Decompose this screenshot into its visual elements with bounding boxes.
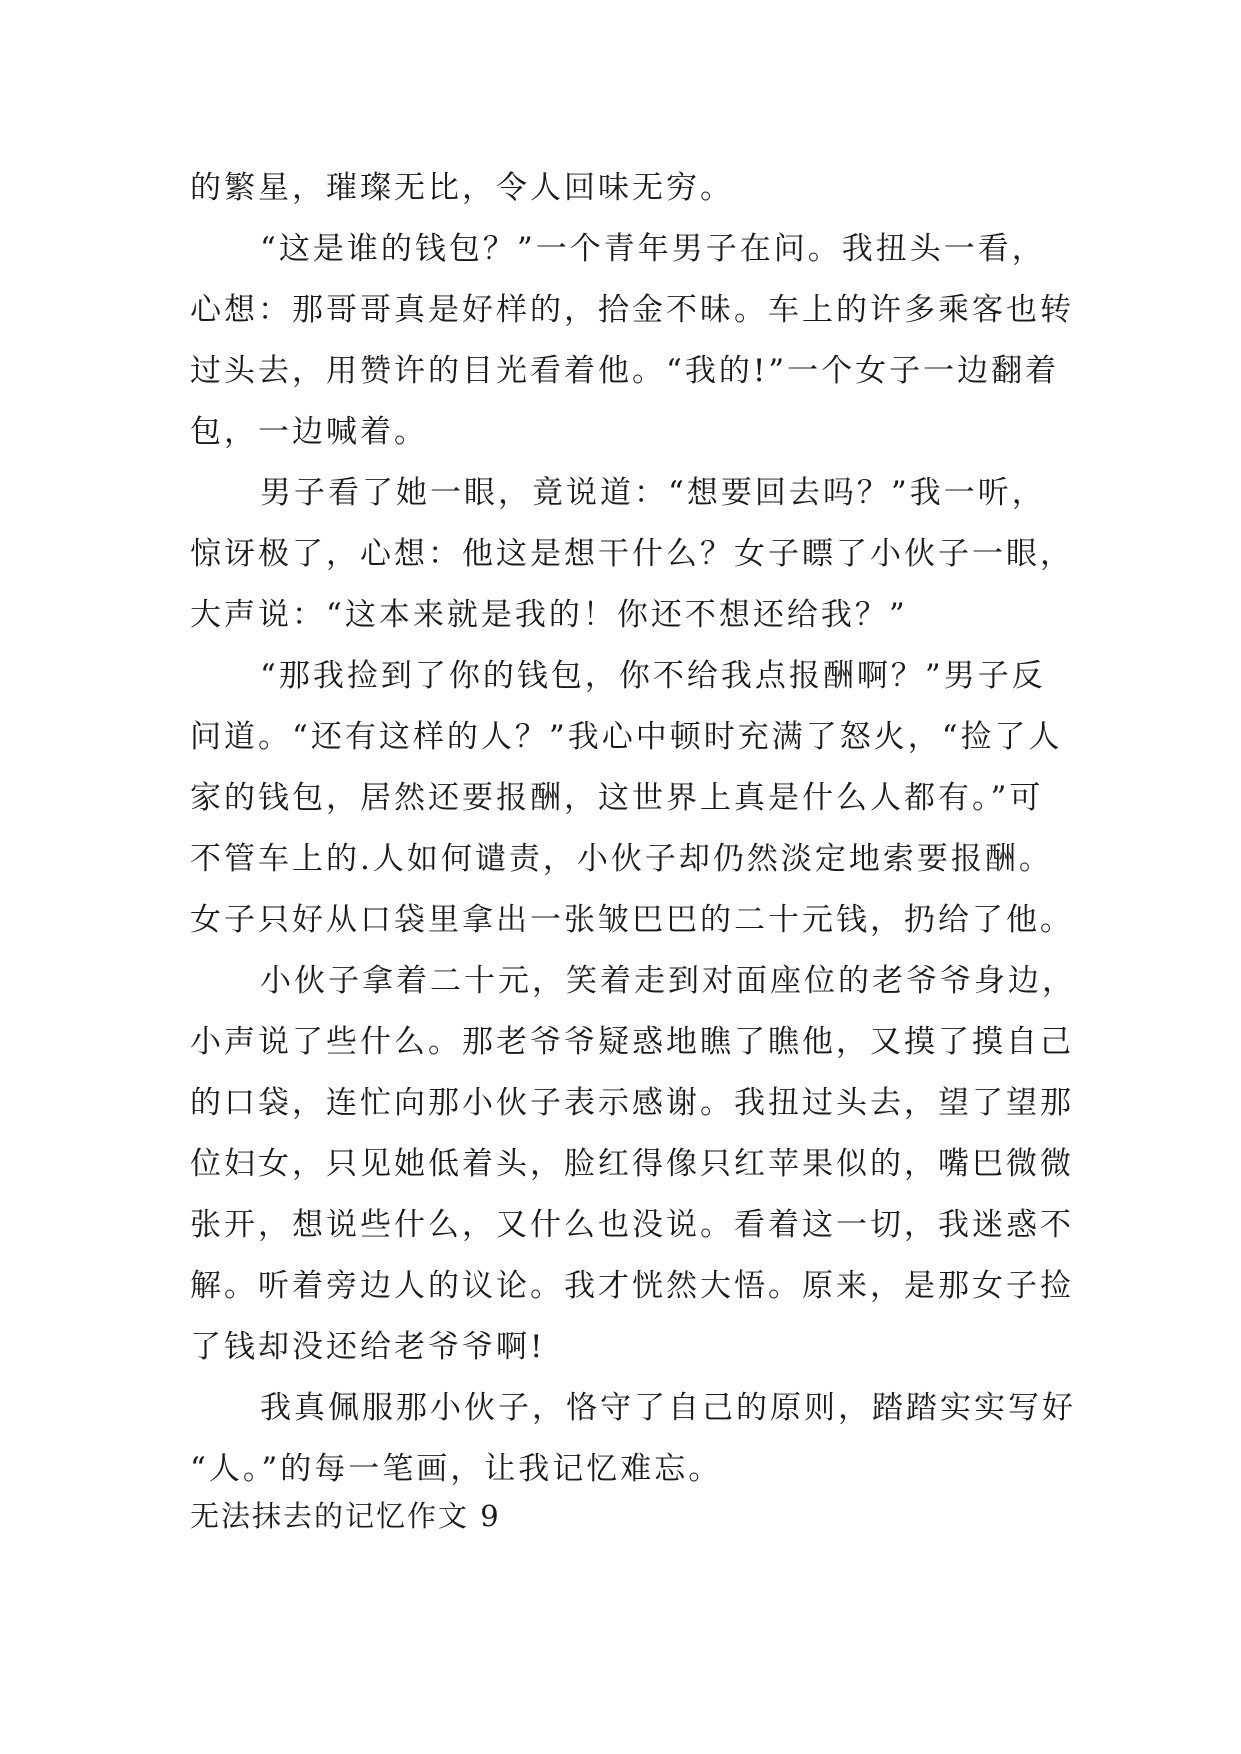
text-line: 张开，想说些什么，又什么也没说。看着这一切，我迷惑不: [190, 1207, 1074, 1243]
text-line: 小声说了些什么。那老爷爷疑惑地瞧了瞧他，又摸了摸自己: [190, 1024, 1074, 1060]
text-line: 了钱却没还给老爷爷啊!: [190, 1329, 546, 1365]
text-line: 包，一边喊着。: [190, 414, 428, 450]
text-line: 不管车上的.人如何谴责，小伙子却仍然淡定地索要报酬。: [190, 841, 1053, 877]
essay-body: [190, 158, 1076, 1500]
text-line: “这是谁的钱包？”一个青年男子在问。我扭头一看，: [260, 231, 1046, 267]
text-line: “那我捡到了你的钱包，你不给我点报酬啊？”男子反: [260, 658, 1046, 694]
text-line: “人。”的每一笔画，让我记忆难忘。: [190, 1451, 723, 1487]
text-line: 家的钱包，居然还要报酬，这世界上真是什么人都有。”可: [190, 780, 1044, 816]
text-line: 过头去，用赞许的目光看着他。“我的!”一个女子一边翻着: [190, 353, 1060, 389]
text-line: 女子只好从口袋里拿出一张皱巴巴的二十元钱，扔给了他。: [190, 902, 1074, 938]
section-heading: 无法抹去的记忆作文 9: [190, 1499, 501, 1533]
text-line: 我真佩服那小伙子，恪守了自己的原则，踏踏实实写好: [260, 1390, 1076, 1426]
text-line: 的繁星，璀璨无比，令人回味无穷。: [190, 170, 734, 206]
text-line: 大声说：“这本来就是我的！你还不想还给我？”: [190, 597, 908, 633]
text-line: 位妇女，只见她低着头，脸红得像只红苹果似的，嘴巴微微: [190, 1146, 1074, 1182]
text-line: 心想：那哥哥真是好样的，拾金不昧。车上的许多乘客也转: [190, 292, 1074, 328]
text-line: 解。听着旁边人的议论。我才恍然大悟。原来，是那女子捡: [190, 1268, 1074, 1304]
text-line: 惊讶极了，心想：他这是想干什么？女子瞟了小伙子一眼，: [190, 536, 1074, 572]
text-line: 男子看了她一眼，竟说道：“想要回去吗？”我一听，: [260, 475, 1046, 511]
text-line: 问道。“还有这样的人？”我心中顿时充满了怒火，“捡了人: [190, 719, 1063, 755]
text-line: 的口袋，连忙向那小伙子表示感谢。我扭过头去，望了望那: [190, 1085, 1074, 1121]
text-line: 小伙子拿着二十元，笑着走到对面座位的老爷爷身边，: [260, 963, 1076, 999]
